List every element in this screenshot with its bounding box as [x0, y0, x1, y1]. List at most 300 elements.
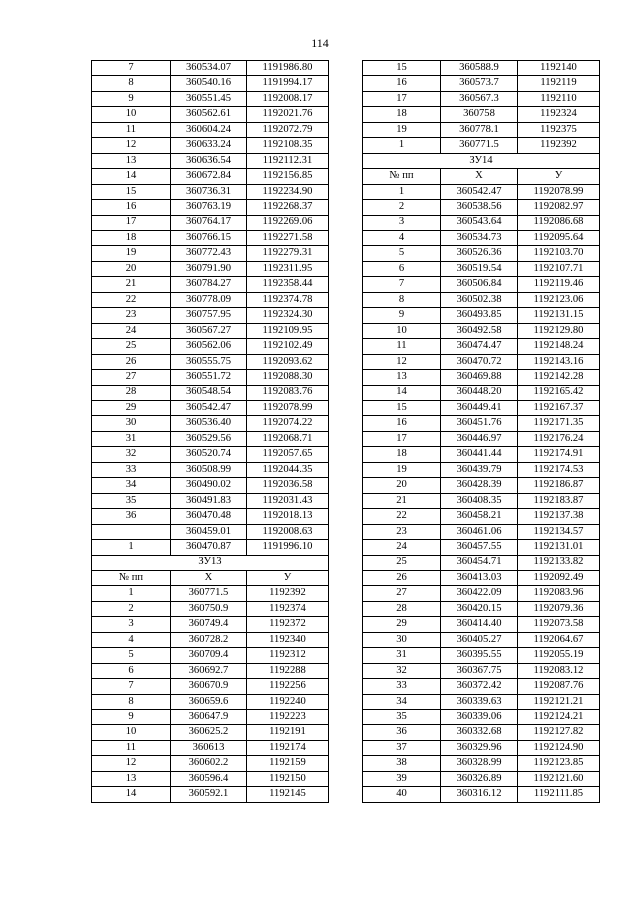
y-coordinate-cell: 1192186.87 [518, 478, 600, 493]
point-number-cell: 37 [363, 740, 441, 755]
point-number-cell: 29 [92, 400, 171, 415]
point-number-cell: 9 [92, 710, 171, 725]
x-coordinate-cell: 360551.45 [171, 91, 247, 106]
y-coordinate-cell: 1192148.24 [518, 339, 600, 354]
point-number-cell: 15 [363, 400, 441, 415]
y-coordinate-cell: 1192191 [247, 725, 329, 740]
x-coordinate-cell: 360457.55 [441, 540, 518, 555]
table-row [92, 61, 329, 76]
point-number-cell: № пп [92, 570, 171, 585]
table-row [92, 339, 329, 354]
y-coordinate-cell: 1192171.35 [518, 416, 600, 431]
y-coordinate-cell: 1192311.95 [247, 261, 329, 276]
table-row [363, 107, 600, 122]
point-number-cell: 6 [363, 261, 441, 276]
y-coordinate-cell: 1192174.91 [518, 447, 600, 462]
table-row [92, 462, 329, 477]
table-row [92, 416, 329, 431]
table-row [363, 308, 600, 323]
y-coordinate-cell: 1192145 [247, 787, 329, 802]
table-row [92, 725, 329, 740]
x-coordinate-cell: 360670.9 [171, 679, 247, 694]
x-coordinate-cell: 360542.47 [171, 400, 247, 415]
table-row [92, 524, 329, 539]
x-coordinate-cell: 360766.15 [171, 230, 247, 245]
x-coordinate-cell: 360332.68 [441, 725, 518, 740]
point-number-cell: 29 [363, 617, 441, 632]
point-number-cell: 24 [92, 323, 171, 338]
table-row [92, 107, 329, 122]
point-number-cell: 26 [363, 570, 441, 585]
x-coordinate-cell: 360562.61 [171, 107, 247, 122]
point-number-cell: 28 [92, 385, 171, 400]
table-row [363, 555, 600, 570]
point-number-cell: № пп [363, 169, 441, 184]
table-row [363, 771, 600, 786]
table-row [363, 617, 600, 632]
point-number-cell: 10 [92, 725, 171, 740]
x-coordinate-cell: 360784.27 [171, 277, 247, 292]
y-coordinate-cell: 1192108.35 [247, 138, 329, 153]
x-coordinate-cell: 360757.95 [171, 308, 247, 323]
y-coordinate-cell: 1192159 [247, 756, 329, 771]
x-coordinate-cell: 360758 [441, 107, 518, 122]
point-number-cell: 13 [92, 771, 171, 786]
table-row [363, 478, 600, 493]
section-title: ЗУ13 [92, 555, 329, 570]
point-number-cell: 32 [363, 663, 441, 678]
y-coordinate-cell: 1192044.35 [247, 462, 329, 477]
point-number-cell: 15 [363, 61, 441, 76]
table-row [363, 416, 600, 431]
y-coordinate-cell: 1192083.76 [247, 385, 329, 400]
x-coordinate-cell: 360474.47 [441, 339, 518, 354]
y-coordinate-cell: 1191996.10 [247, 540, 329, 555]
table-row [363, 787, 600, 802]
table-row [363, 339, 600, 354]
x-coordinate-cell: 360405.27 [441, 632, 518, 647]
section-title: ЗУ14 [363, 153, 600, 168]
point-number-cell: 32 [92, 447, 171, 462]
y-coordinate-cell: 1192123.85 [518, 756, 600, 771]
point-number-cell: 2 [363, 200, 441, 215]
y-coordinate-cell: 1192073.58 [518, 617, 600, 632]
x-coordinate-cell: 360459.01 [171, 524, 247, 539]
x-coordinate-cell: 360448.20 [441, 385, 518, 400]
point-number-cell: 7 [92, 61, 171, 76]
y-coordinate-cell: 1192121.60 [518, 771, 600, 786]
point-number-cell: 36 [92, 509, 171, 524]
point-number-cell: 31 [363, 648, 441, 663]
y-coordinate-cell: 1192392 [247, 586, 329, 601]
y-coordinate-cell: 1192109.95 [247, 323, 329, 338]
y-coordinate-cell: 1192165.42 [518, 385, 600, 400]
table-row [92, 586, 329, 601]
y-coordinate-cell: 1192068.71 [247, 431, 329, 446]
y-coordinate-cell: 1192372 [247, 617, 329, 632]
point-number-cell: 19 [363, 122, 441, 137]
table-row [363, 184, 600, 199]
x-coordinate-cell: 360672.84 [171, 169, 247, 184]
x-coordinate-cell: 360458.21 [441, 509, 518, 524]
table-row [363, 663, 600, 678]
x-coordinate-cell: 360750.9 [171, 601, 247, 616]
table-row [92, 710, 329, 725]
x-coordinate-cell: 360439.79 [441, 462, 518, 477]
x-coordinate-cell: 360538.56 [441, 200, 518, 215]
point-number-cell: 19 [363, 462, 441, 477]
x-coordinate-cell: 360596.4 [171, 771, 247, 786]
x-coordinate-cell: 360613 [171, 740, 247, 755]
x-coordinate-cell: 360659.6 [171, 694, 247, 709]
table-row [363, 323, 600, 338]
point-number-cell: 23 [92, 308, 171, 323]
point-number-cell: 25 [92, 339, 171, 354]
y-coordinate-cell: 1192174 [247, 740, 329, 755]
x-coordinate-cell: 360749.4 [171, 617, 247, 632]
point-number-cell: 11 [92, 740, 171, 755]
table-row [363, 540, 600, 555]
y-coordinate-cell: 1192279.31 [247, 246, 329, 261]
section-header-row [363, 153, 600, 168]
table-row [92, 323, 329, 338]
y-coordinate-cell: 1192142.28 [518, 370, 600, 385]
y-coordinate-cell: 1192269.06 [247, 215, 329, 230]
point-number-cell: 20 [92, 261, 171, 276]
table-row [92, 370, 329, 385]
x-coordinate-cell: 360567.3 [441, 91, 518, 106]
table-row [92, 385, 329, 400]
x-coordinate-cell: 360526.36 [441, 246, 518, 261]
y-coordinate-cell: 1192129.80 [518, 323, 600, 338]
y-coordinate-cell: 1192112.31 [247, 153, 329, 168]
table-row [363, 91, 600, 106]
y-coordinate-cell: 1192031.43 [247, 493, 329, 508]
x-coordinate-cell: 360451.76 [441, 416, 518, 431]
table-row [92, 246, 329, 261]
table-row [363, 261, 600, 276]
point-number-cell: 27 [363, 586, 441, 601]
point-number-cell: 10 [363, 323, 441, 338]
table-row [92, 648, 329, 663]
table-row [363, 169, 600, 184]
point-number-cell: 8 [92, 694, 171, 709]
y-coordinate-cell: 1192324.30 [247, 308, 329, 323]
x-coordinate-cell: 360422.09 [441, 586, 518, 601]
point-number-cell: 26 [92, 354, 171, 369]
x-coordinate-cell: 360470.87 [171, 540, 247, 555]
y-coordinate-cell: 1192358.44 [247, 277, 329, 292]
point-number-cell: 35 [363, 710, 441, 725]
table-row [363, 740, 600, 755]
point-number-cell: 36 [363, 725, 441, 740]
table-row [363, 385, 600, 400]
y-coordinate-cell: 1192008.17 [247, 91, 329, 106]
table-row [92, 76, 329, 91]
x-coordinate-cell: 360633.24 [171, 138, 247, 153]
x-coordinate-cell: 360441.44 [441, 447, 518, 462]
point-number-cell: 6 [92, 663, 171, 678]
y-coordinate-cell: 1192176.24 [518, 431, 600, 446]
point-number-cell: 33 [363, 679, 441, 694]
x-coordinate-cell: 360326.89 [441, 771, 518, 786]
table-row [363, 230, 600, 245]
point-number-cell: 16 [92, 200, 171, 215]
point-number-cell: 40 [363, 787, 441, 802]
x-coordinate-cell: 360543.64 [441, 215, 518, 230]
point-number-cell: 38 [363, 756, 441, 771]
x-coordinate-cell: 360470.72 [441, 354, 518, 369]
table-row [92, 400, 329, 415]
table-row [92, 694, 329, 709]
page-number: 114 [311, 36, 329, 50]
point-number-cell: 35 [92, 493, 171, 508]
table-row [363, 570, 600, 585]
table-row [92, 308, 329, 323]
point-number-cell: 33 [92, 462, 171, 477]
y-coordinate-cell: 1192340 [247, 632, 329, 647]
point-number-cell: 4 [363, 230, 441, 245]
point-number-cell: 24 [363, 540, 441, 555]
x-coordinate-cell: 360339.63 [441, 694, 518, 709]
y-coordinate-cell: 1192083.12 [518, 663, 600, 678]
x-coordinate-cell: 360567.27 [171, 323, 247, 338]
y-coordinate-cell: 1191986.80 [247, 61, 329, 76]
table-row [92, 184, 329, 199]
table-row [92, 570, 329, 585]
y-coordinate-cell: 1192240 [247, 694, 329, 709]
y-coordinate-cell: 1192078.99 [247, 400, 329, 415]
table-row [92, 354, 329, 369]
point-number-cell [92, 524, 171, 539]
point-number-cell: 16 [363, 76, 441, 91]
x-coordinate-cell: 360492.58 [441, 323, 518, 338]
x-coordinate-cell: 360604.24 [171, 122, 247, 137]
y-coordinate-cell: 1192167.37 [518, 400, 600, 415]
x-coordinate-cell: 360461.06 [441, 524, 518, 539]
point-number-cell: 8 [363, 292, 441, 307]
y-coordinate-cell: 1192271.58 [247, 230, 329, 245]
table-row [92, 771, 329, 786]
x-coordinate-cell: 360771.5 [171, 586, 247, 601]
y-coordinate-cell: 1192140 [518, 61, 600, 76]
y-coordinate-cell: 1192074.22 [247, 416, 329, 431]
y-coordinate-cell: 1192256 [247, 679, 329, 694]
table-row [363, 138, 600, 153]
point-number-cell: 13 [363, 370, 441, 385]
point-number-cell: 14 [363, 385, 441, 400]
table-row [92, 601, 329, 616]
table-row [363, 725, 600, 740]
table-row [92, 261, 329, 276]
y-coordinate-cell: 1191994.17 [247, 76, 329, 91]
x-coordinate-cell: 360395.55 [441, 648, 518, 663]
y-coordinate-cell: 1192234.90 [247, 184, 329, 199]
point-number-cell: 5 [363, 246, 441, 261]
y-coordinate-cell: 1192082.97 [518, 200, 600, 215]
table-row [363, 122, 600, 137]
x-coordinate-cell: 360778.09 [171, 292, 247, 307]
point-number-cell: 1 [92, 586, 171, 601]
x-coordinate-cell: 360491.83 [171, 493, 247, 508]
y-coordinate-cell: 1192374.78 [247, 292, 329, 307]
point-number-cell: 18 [363, 447, 441, 462]
point-number-cell: 17 [363, 431, 441, 446]
table-row [92, 292, 329, 307]
y-coordinate-cell: 1192324 [518, 107, 600, 122]
y-coordinate-cell: 1192083.96 [518, 586, 600, 601]
x-coordinate-cell: 360469.88 [441, 370, 518, 385]
point-number-cell: 34 [363, 694, 441, 709]
table-row [92, 447, 329, 462]
y-coordinate-cell: 1192057.65 [247, 447, 329, 462]
x-coordinate-cell: 360540.16 [171, 76, 247, 91]
table-row [363, 447, 600, 462]
point-number-cell: 3 [363, 215, 441, 230]
table-row [92, 169, 329, 184]
point-number-cell: 10 [92, 107, 171, 122]
y-coordinate-cell: 1192064.67 [518, 632, 600, 647]
y-coordinate-cell: 1192072.79 [247, 122, 329, 137]
x-coordinate-cell: 360408.35 [441, 493, 518, 508]
y-coordinate-cell: 1192078.99 [518, 184, 600, 199]
table-row [92, 277, 329, 292]
y-coordinate-cell: 1192087.76 [518, 679, 600, 694]
y-coordinate-cell: 1192088.30 [247, 370, 329, 385]
point-number-cell: 14 [92, 169, 171, 184]
coordinates-table-left [91, 60, 329, 803]
x-coordinate-cell: 360328.99 [441, 756, 518, 771]
point-number-cell: 39 [363, 771, 441, 786]
table-row [363, 61, 600, 76]
point-number-cell: 8 [92, 76, 171, 91]
x-coordinate-cell: 360508.99 [171, 462, 247, 477]
x-coordinate-cell: X [171, 570, 247, 585]
y-coordinate-cell: 1192131.15 [518, 308, 600, 323]
point-number-cell: 28 [363, 601, 441, 616]
y-coordinate-cell: 1192095.64 [518, 230, 600, 245]
point-number-cell: 7 [363, 277, 441, 292]
y-coordinate-cell: 1192008.63 [247, 524, 329, 539]
x-coordinate-cell: 360506.84 [441, 277, 518, 292]
table-row [363, 370, 600, 385]
x-coordinate-cell: 360316.12 [441, 787, 518, 802]
table-row [92, 153, 329, 168]
table-row [363, 277, 600, 292]
point-number-cell: 16 [363, 416, 441, 431]
table-row [363, 246, 600, 261]
table-row [363, 76, 600, 91]
y-coordinate-cell: 1192123.06 [518, 292, 600, 307]
point-number-cell: 21 [363, 493, 441, 508]
x-coordinate-cell: 360791.90 [171, 261, 247, 276]
y-coordinate-cell: 1192143.16 [518, 354, 600, 369]
table-row [92, 509, 329, 524]
point-number-cell: 4 [92, 632, 171, 647]
point-number-cell: 27 [92, 370, 171, 385]
table-row [92, 787, 329, 802]
table-row [363, 215, 600, 230]
point-number-cell: 2 [92, 601, 171, 616]
x-coordinate-cell: 360771.5 [441, 138, 518, 153]
x-coordinate-cell: 360536.40 [171, 416, 247, 431]
point-number-cell: 25 [363, 555, 441, 570]
point-number-cell: 34 [92, 478, 171, 493]
x-coordinate-cell: 360551.72 [171, 370, 247, 385]
x-coordinate-cell: 360728.2 [171, 632, 247, 647]
y-coordinate-cell: 1192079.36 [518, 601, 600, 616]
x-coordinate-cell: 360534.73 [441, 230, 518, 245]
table-row [92, 122, 329, 137]
x-coordinate-cell: 360367.75 [441, 663, 518, 678]
table-row [363, 509, 600, 524]
table-row [363, 756, 600, 771]
point-number-cell: 23 [363, 524, 441, 539]
table-row [92, 540, 329, 555]
table-row [363, 431, 600, 446]
point-number-cell: 12 [92, 756, 171, 771]
table-row [92, 679, 329, 694]
x-coordinate-cell: 360562.06 [171, 339, 247, 354]
y-coordinate-cell: 1192127.82 [518, 725, 600, 740]
x-coordinate-cell: 360592.1 [171, 787, 247, 802]
y-coordinate-cell: 1192055.19 [518, 648, 600, 663]
point-number-cell: 1 [92, 540, 171, 555]
y-coordinate-cell: 1192133.82 [518, 555, 600, 570]
point-number-cell: 12 [92, 138, 171, 153]
point-number-cell: 17 [92, 215, 171, 230]
x-coordinate-cell: 360449.41 [441, 400, 518, 415]
table-row [363, 524, 600, 539]
x-coordinate-cell: 360736.31 [171, 184, 247, 199]
point-number-cell: 31 [92, 431, 171, 446]
point-number-cell: 22 [92, 292, 171, 307]
x-coordinate-cell: 360625.2 [171, 725, 247, 740]
x-coordinate-cell: 360493.85 [441, 308, 518, 323]
table-row [92, 91, 329, 106]
point-number-cell: 1 [363, 184, 441, 199]
table-row [363, 200, 600, 215]
point-number-cell: 30 [363, 632, 441, 647]
table-row [92, 230, 329, 245]
x-coordinate-cell: 360372.42 [441, 679, 518, 694]
x-coordinate-cell: 360636.54 [171, 153, 247, 168]
x-coordinate-cell: 360428.39 [441, 478, 518, 493]
point-number-cell: 14 [92, 787, 171, 802]
table-row [363, 601, 600, 616]
y-coordinate-cell: 1192137.38 [518, 509, 600, 524]
table-row [363, 493, 600, 508]
y-coordinate-cell: 1192392 [518, 138, 600, 153]
y-coordinate-cell: 1192374 [247, 601, 329, 616]
y-coordinate-cell: 1192268.37 [247, 200, 329, 215]
x-coordinate-cell: 360329.96 [441, 740, 518, 755]
x-coordinate-cell: 360647.9 [171, 710, 247, 725]
table-row [92, 740, 329, 755]
y-coordinate-cell: 1192150 [247, 771, 329, 786]
y-coordinate-cell: 1192121.21 [518, 694, 600, 709]
point-number-cell: 17 [363, 91, 441, 106]
y-coordinate-cell: 1192288 [247, 663, 329, 678]
y-coordinate-cell: 1192086.68 [518, 215, 600, 230]
point-number-cell: 18 [363, 107, 441, 122]
x-coordinate-cell: 360420.15 [441, 601, 518, 616]
table-row [363, 586, 600, 601]
x-coordinate-cell: 360470.48 [171, 509, 247, 524]
table-row [363, 694, 600, 709]
table-row [92, 200, 329, 215]
x-coordinate-cell: 360548.54 [171, 385, 247, 400]
